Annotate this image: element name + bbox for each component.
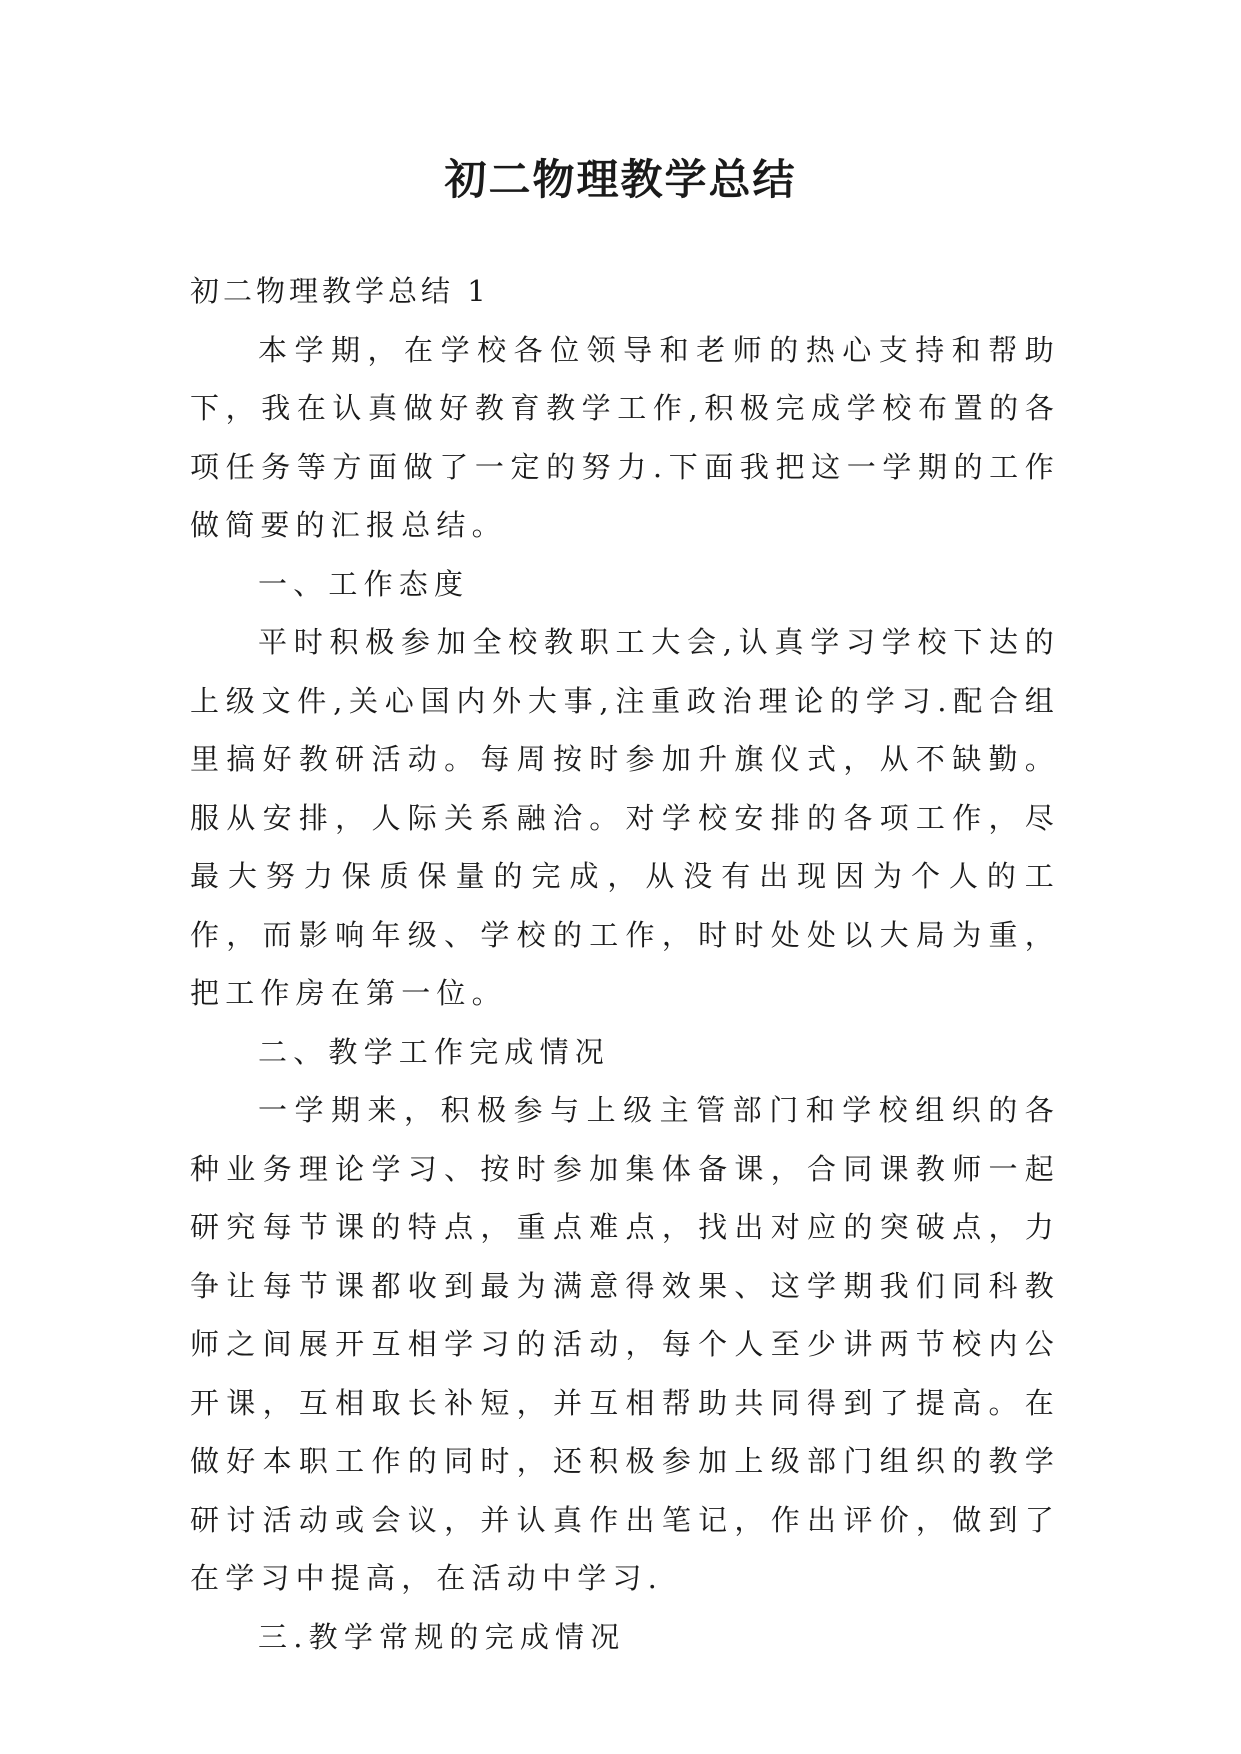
teaching-work-paragraph: 一学期来，积极参与上级主管部门和学校组织的各种业务理论学习、按时参加集体备课，合同课教师一起研究每节课的特点，重点难点，找出对应的突破点，力争让每节课都收到最为满意得效果、这学期我们同科教师之间展开互相学习的活动，每个人至少讲两节校内公开课，互相取长补短，并互相帮助共同得到了提高。在做好本职工作的同时，还积极参加上级部门组织的教学研讨活动或会议，并认真作出笔记，作出评价，做到了在学习中提高，在活动中学习.: [190, 1093, 1060, 1595]
intro-paragraph: 本学期，在学校各位领导和老师的热心支持和帮助下，我在认真做好教育教学工作,积极完成学校布置的各项任务等方面做了一定的努力.下面我把这一学期的工作做简要的汇报总结。: [190, 332, 1060, 542]
work-attitude-paragraph: 平时积极参加全校教职工大会,认真学习学校下达的上级文件,关心国内外大事,注重政治理论的学习.配合组里搞好教研活动。每周按时参加升旗仪式，从不缺勤。服从安排，人际关系融洽。对学校安排的各项工作，尽最大努力保质保量的完成，从没有出现因为个人的工作，而影响年级、学校的工作，时时处处以大局为重，把工作房在第一位。: [190, 625, 1060, 1010]
section-heading-work-attitude: 一、工作态度: [258, 566, 470, 601]
section-subtitle: 初二物理教学总结 1: [190, 274, 490, 308]
section-heading-teaching-work: 二、教学工作完成情况: [258, 1034, 611, 1069]
document-title: 初二物理教学总结: [444, 155, 797, 204]
document-body: [190, 262, 1060, 1666]
section-heading-teaching-routine: 三.教学常规的完成情况: [258, 1619, 626, 1654]
